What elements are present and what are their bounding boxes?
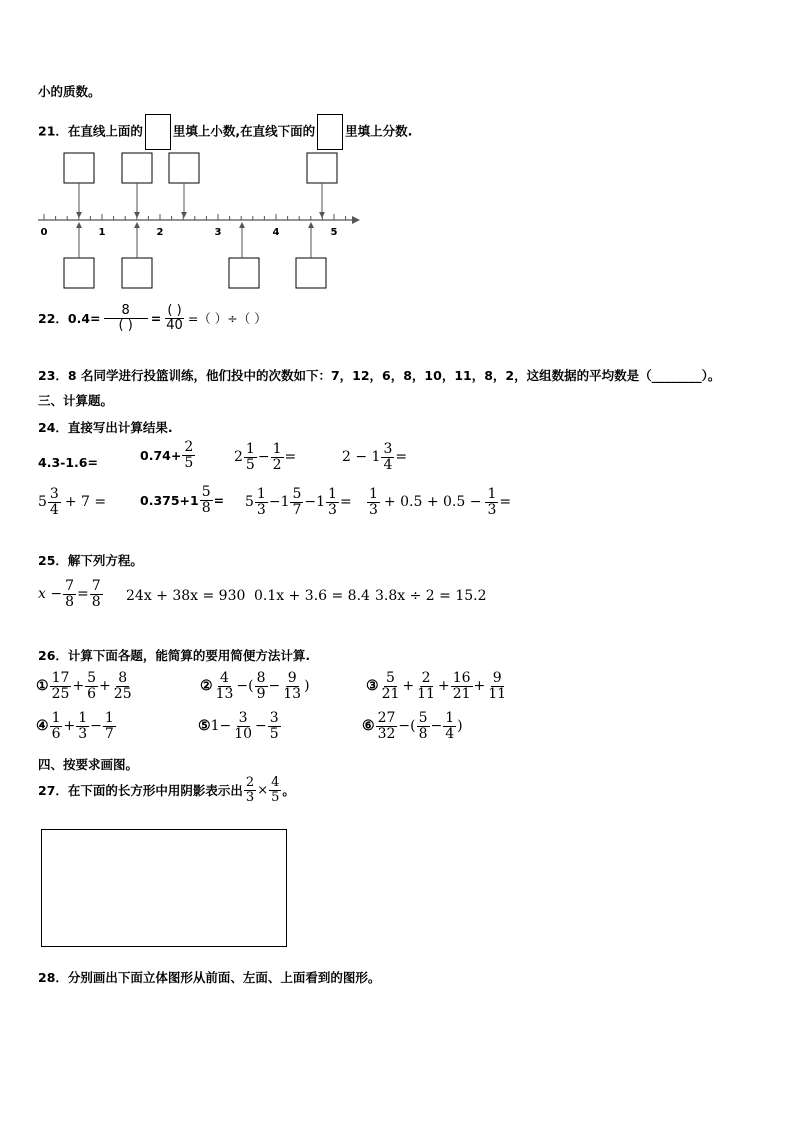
q24-e6-lead: 0.375+1 — [140, 492, 199, 508]
q26-p4-o2: − — [90, 718, 102, 735]
q26-p3-d4: 11 — [488, 685, 507, 702]
q26-problem-4 — [36, 711, 117, 741]
q26-p2-d3: 13 — [283, 685, 302, 702]
q26-p6-o2: − — [430, 718, 443, 735]
q24-e7-n3: 1 — [328, 486, 337, 502]
q24-e8-mid: + 0.5 + 0.5 − — [383, 494, 482, 511]
q26-p3-d2: 11 — [417, 685, 435, 702]
q26-p2-n2: 8 — [256, 670, 266, 686]
q24-e8-d2: 3 — [487, 501, 497, 518]
q27-n2: 4 — [271, 775, 280, 790]
q24-expr-4 — [342, 442, 407, 472]
q26-p6-d3: 4 — [445, 725, 455, 742]
q22-fraction-1 — [104, 304, 148, 332]
q24-e3-op: − — [257, 449, 270, 466]
q26-p1-o2: + — [99, 678, 111, 695]
q26-p3-o1: + — [402, 678, 415, 695]
q24-e7-d1: 3 — [256, 501, 266, 518]
q27-d1: 3 — [245, 789, 255, 805]
answer-box-above-1 — [64, 153, 94, 183]
q26-p3-d1: 21 — [381, 685, 400, 702]
q26-p6-d1: 32 — [377, 725, 396, 742]
q26-p6-d2: 8 — [418, 725, 428, 742]
q26-label-1: ① — [36, 678, 49, 695]
q26-p2-d1: 13 — [215, 685, 234, 702]
section-4-heading: 四、按要求画图。 — [38, 757, 139, 772]
q22-frac2-denominator: 40 — [166, 317, 183, 333]
q26-p4-n3: 1 — [104, 710, 114, 726]
q24-e4-den: 4 — [383, 456, 393, 473]
answer-box-above-4 — [307, 153, 337, 183]
question-28: 28．分别画出下面立体图形从前面、左面、上面看到的图形。 — [38, 970, 381, 985]
q26-problem-5 — [198, 711, 282, 741]
q26-problem-2 — [200, 671, 310, 701]
q26-p6-close: ) — [457, 718, 463, 735]
q21-mid: 里填上小数,在直线下面的 — [172, 123, 316, 139]
q21-box-above-sample — [145, 114, 171, 150]
q24-expr-7 — [245, 487, 352, 517]
q27-drawing-rectangle[interactable] — [41, 829, 287, 947]
number-line-label: 0 — [40, 227, 48, 238]
q26-p3-n3: 16 — [452, 670, 471, 686]
q26-p1-n2: 5 — [87, 670, 97, 686]
q24-e4-eq: = — [395, 449, 408, 466]
answer-box-above-2 — [122, 153, 152, 183]
number-line-label: 2 — [156, 227, 164, 238]
q25-eq-4: 3.8x ÷ 2 = 15.2 — [375, 588, 487, 604]
q26-p3-o2: + — [437, 678, 450, 695]
q26-p5-d1: 10 — [234, 725, 253, 742]
q24-e5-int: 5 — [38, 494, 47, 511]
question-24: 24．直接写出计算结果. — [38, 420, 173, 435]
q26-p1-d1: 25 — [51, 685, 70, 702]
q25-eq-3: 0.1x + 3.6 = 8.4 — [254, 588, 370, 604]
answer-box-below-1 — [64, 258, 94, 288]
q24-e3-eq: = — [284, 449, 297, 466]
q26-p3-n1: 5 — [386, 670, 395, 686]
q26-p5-o1: − — [255, 718, 267, 735]
continued-text: 小的质数。 — [38, 84, 101, 99]
q26-problem-3 — [366, 671, 509, 701]
q24-e2-num: 2 — [184, 439, 194, 455]
q26-p4-d2: 3 — [78, 725, 88, 742]
q24-expr-8 — [366, 487, 511, 517]
q26-p4-o1: + — [63, 718, 76, 735]
q24-e7-int: 5 — [245, 494, 254, 511]
q25-eq-1 — [38, 579, 104, 609]
q24-e3-n2: 1 — [272, 441, 282, 457]
q26-p3-o3: + — [473, 678, 486, 695]
question-25: 25．解下列方程。 — [38, 553, 143, 568]
q25-e1-d2: 8 — [91, 593, 101, 610]
q24-e5-den: 4 — [49, 501, 59, 518]
answer-box-below-4 — [296, 258, 326, 288]
q24-e3-d2: 2 — [272, 456, 282, 473]
question-21 — [38, 114, 412, 150]
question-23: 23．8 名同学进行投篮训练，他们投中的次数如下：7，12，6，8，10，11，8，2，这组数据的平均数是（________）。 — [38, 368, 721, 383]
question-27 — [38, 776, 295, 804]
q26-p6-n3: 1 — [445, 710, 455, 726]
q26-p4-d3: 7 — [104, 725, 114, 742]
q24-e3-d1: 5 — [245, 456, 255, 473]
q24-e7-eq: = — [339, 494, 352, 511]
q26-label-5: ⑤ — [198, 718, 211, 735]
q26-p2-close: ) — [304, 678, 310, 695]
q25-eq-2: 24x + 38x = 930 — [126, 588, 246, 604]
q24-expr-2 — [140, 440, 196, 470]
q22-frac1-denominator: ( ) — [118, 317, 133, 333]
q24-e3-int: 2 — [234, 449, 243, 466]
q26-p4-n2: 1 — [78, 710, 88, 726]
q22-lead: 22．0.4= — [38, 311, 101, 327]
q21-suffix: 里填上分数. — [345, 123, 413, 139]
q26-p1-d2: 6 — [87, 685, 97, 702]
q27-prefix: 27．在下面的长方形中用阴影表示出 — [38, 783, 243, 799]
q24-e7-d3: 3 — [328, 501, 337, 518]
q24-e7-n1: 1 — [256, 486, 266, 502]
q26-p5-n1: 3 — [238, 710, 248, 726]
q27-n1: 2 — [245, 775, 255, 790]
q26-problem-6 — [362, 711, 463, 741]
number-line-arrowhead — [352, 216, 360, 224]
q24-e4-lead: 2 − 1 — [342, 449, 381, 466]
q21-box-below-sample — [317, 114, 343, 150]
q24-e3-n1: 1 — [245, 441, 255, 457]
answer-box-above-3 — [169, 153, 199, 183]
q24-e2-lead: 0.74+ — [140, 447, 182, 463]
q26-p4-d1: 6 — [51, 725, 61, 742]
number-line-label: 5 — [330, 227, 338, 238]
number-line-ticks — [41, 214, 346, 238]
q26-problem-1 — [36, 671, 135, 701]
q26-p6-o1: −( — [398, 718, 416, 735]
q26-p2-o1: −( — [236, 678, 254, 695]
q24-e8-n2: 1 — [487, 486, 497, 502]
q22-frac1-numerator: 8 — [104, 304, 148, 319]
q26-p5-n2: 3 — [269, 710, 279, 726]
q25-e1-lead: x − — [38, 586, 63, 603]
q27-op: × — [257, 782, 269, 798]
q26-p1-n1: 17 — [51, 670, 70, 686]
answer-box-below-2 — [122, 258, 152, 288]
q24-e5-tail: + 7 = — [64, 494, 107, 511]
q26-p6-n2: 5 — [418, 710, 428, 726]
q26-p5-lead: 1− — [210, 718, 232, 735]
q26-p2-n1: 4 — [220, 670, 229, 686]
q24-e7-n2: 5 — [292, 486, 302, 502]
q24-e6-eq: = — [213, 492, 225, 508]
q24-e4-num: 3 — [383, 441, 393, 457]
q21-prefix: 21．在直线上面的 — [38, 123, 143, 139]
q26-p1-o1: + — [72, 678, 85, 695]
q25-e1-eq: = — [77, 586, 89, 603]
q24-e2-den: 5 — [184, 454, 194, 471]
q24-e7-op2: −1 — [304, 494, 326, 511]
q24-e8-eq: = — [499, 494, 512, 511]
q26-p2-o2: − — [268, 678, 281, 695]
q26-label-3: ③ — [366, 678, 379, 695]
q22-fraction-2 — [164, 304, 185, 332]
q24-expr-1: 4.3-1.6= — [38, 455, 98, 470]
number-line-diagram — [30, 150, 370, 295]
section-3-heading: 三、计算题。 — [38, 393, 114, 408]
q26-p4-n1: 1 — [51, 710, 61, 726]
q26-p3-d3: 21 — [452, 685, 471, 702]
q26-p3-n2: 2 — [421, 670, 431, 686]
q27-d2: 5 — [271, 789, 280, 805]
q24-e7-d2: 7 — [292, 501, 302, 518]
q25-e1-n1: 7 — [65, 578, 74, 594]
q24-e8-n1: 1 — [369, 486, 378, 502]
q22-tail: =（ ）÷（ ） — [187, 311, 267, 327]
q24-e8-d1: 3 — [369, 501, 378, 518]
question-22 — [38, 304, 267, 332]
q24-expr-5 — [38, 487, 106, 517]
q24-e6-num: 5 — [201, 484, 211, 500]
q24-e6-den: 8 — [201, 499, 211, 516]
q25-e1-d1: 8 — [65, 593, 74, 610]
q26-label-4: ④ — [36, 718, 49, 735]
q26-label-6: ⑥ — [362, 718, 375, 735]
q22-frac2-numerator: ( ) — [167, 303, 182, 318]
number-line-label: 3 — [214, 227, 222, 238]
q26-p1-d3: 25 — [113, 685, 132, 702]
answer-box-below-3 — [229, 258, 259, 288]
q25-e1-n2: 7 — [91, 578, 101, 594]
number-line-label: 4 — [272, 227, 280, 238]
q26-p5-d2: 5 — [269, 725, 279, 742]
q27-suffix: 。 — [282, 783, 295, 799]
q22-equals: = — [150, 310, 162, 326]
q26-p2-d2: 9 — [256, 685, 266, 702]
q26-p2-n3: 9 — [287, 670, 297, 686]
q24-expr-6 — [140, 485, 224, 515]
q24-e5-num: 3 — [49, 486, 59, 502]
q24-e7-op1: −1 — [268, 494, 290, 511]
q24-expr-3 — [234, 442, 296, 472]
q26-label-2: ② — [200, 678, 213, 695]
q26-p3-n4: 9 — [492, 670, 502, 686]
q26-p6-n1: 27 — [377, 710, 396, 726]
q26-p1-n3: 8 — [118, 670, 128, 686]
question-26: 26．计算下面各题，能简算的要用简便方法计算. — [38, 648, 311, 663]
number-line-label: 1 — [98, 227, 106, 238]
